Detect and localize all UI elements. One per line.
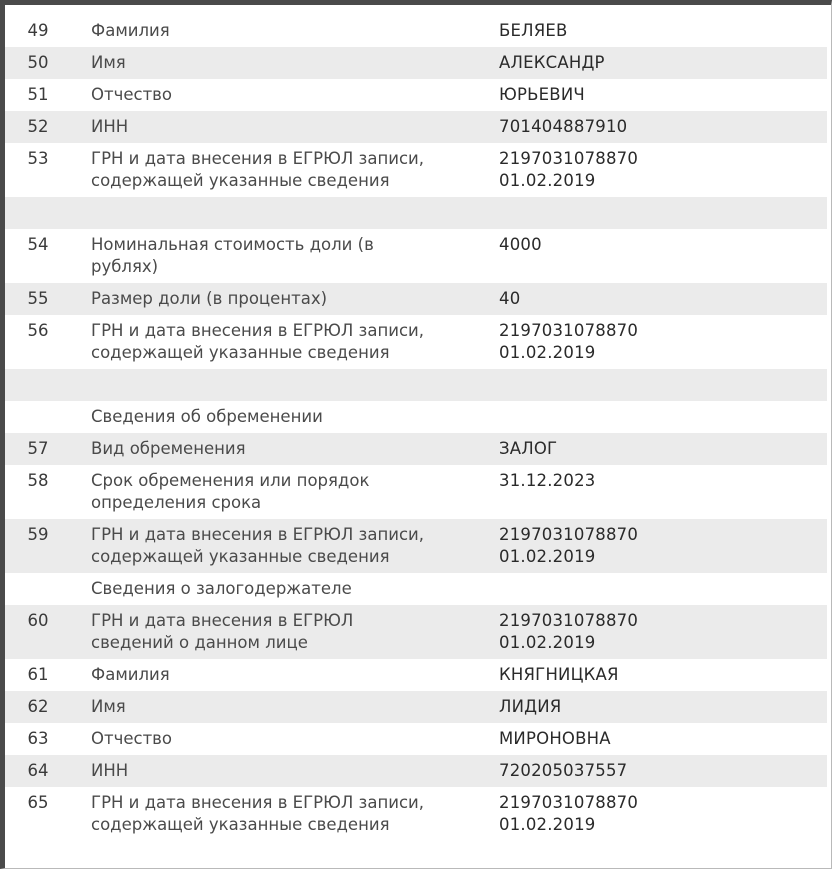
- row-number: 64: [27, 761, 49, 780]
- row-label: Фамилия: [91, 21, 170, 40]
- row-value: 2197031078870 01.02.2019: [499, 321, 639, 362]
- row-label: ИНН: [91, 761, 129, 780]
- spacer-row: [5, 197, 827, 229]
- row-number: 61: [27, 665, 49, 684]
- row-number: 53: [27, 149, 49, 168]
- table-row: [5, 111, 827, 143]
- row-number: 50: [27, 53, 49, 72]
- row-label: ГРН и дата внесения в ЕГРЮЛ записи, содержащей указанные сведения: [91, 525, 424, 566]
- row-value: 701404887910: [499, 117, 628, 136]
- row-label: Отчество: [91, 729, 173, 748]
- table-row: [5, 787, 827, 841]
- row-value: 720205037557: [499, 761, 628, 780]
- row-value: 31.12.2023: [499, 471, 596, 490]
- table-row: [5, 433, 827, 465]
- row-label: Номинальная стоимость доли (в рублях): [91, 235, 374, 276]
- row-label: ГРН и дата внесения в ЕГРЮЛ записи, содержащей указанные сведения: [91, 321, 424, 362]
- table-row: [5, 143, 827, 197]
- table-row: [5, 79, 827, 111]
- table-row: [5, 283, 827, 315]
- row-number: 62: [27, 697, 49, 716]
- row-value: 2197031078870 01.02.2019: [499, 611, 639, 652]
- row-number: 59: [27, 525, 49, 544]
- row-number: 63: [27, 729, 49, 748]
- row-value: 2197031078870 01.02.2019: [499, 793, 639, 834]
- table-row: [5, 723, 827, 755]
- table-row: [5, 519, 827, 573]
- row-label: Имя: [91, 697, 126, 716]
- row-label: Имя: [91, 53, 126, 72]
- row-number: 52: [27, 117, 49, 136]
- table-row: [5, 755, 827, 787]
- table-row: [5, 47, 827, 79]
- table-row: [5, 15, 827, 47]
- section-header-row: [5, 401, 827, 433]
- row-number: 57: [27, 439, 49, 458]
- row-label: Фамилия: [91, 665, 170, 684]
- row-value: 2197031078870 01.02.2019: [499, 525, 639, 566]
- registry-table: [5, 15, 827, 841]
- row-number: 56: [27, 321, 49, 340]
- row-number: 55: [27, 289, 49, 308]
- row-value: КНЯГНИЦКАЯ: [499, 665, 619, 684]
- section-header-row: [5, 573, 827, 605]
- row-value: ЮРЬЕВИЧ: [499, 85, 585, 104]
- row-value: БЕЛЯЕВ: [499, 21, 568, 40]
- table-row: [5, 691, 827, 723]
- row-label: ИНН: [91, 117, 129, 136]
- row-label: Размер доли (в процентах): [91, 289, 328, 308]
- table-row: [5, 605, 827, 659]
- row-value: АЛЕКСАНДР: [499, 53, 605, 72]
- row-number: 65: [27, 793, 49, 812]
- row-value: 40: [499, 289, 521, 308]
- section-title: Сведения об обременении: [91, 407, 323, 426]
- row-label: ГРН и дата внесения в ЕГРЮЛ сведений о данном лице: [91, 611, 354, 652]
- spacer-row: [5, 369, 827, 401]
- table-row: [5, 229, 827, 283]
- row-number: 58: [27, 471, 49, 490]
- row-value: МИРОНОВНА: [499, 729, 611, 748]
- row-value: 4000: [499, 235, 542, 254]
- row-label: Отчество: [91, 85, 173, 104]
- row-number: 49: [27, 21, 49, 40]
- row-value: ЗАЛОГ: [499, 439, 558, 458]
- table-row: [5, 465, 827, 519]
- table-row: [5, 659, 827, 691]
- section-title: Сведения о залогодержателе: [91, 579, 352, 598]
- table-row: [5, 315, 827, 369]
- row-label: Вид обременения: [91, 439, 246, 458]
- row-number: 51: [27, 85, 49, 104]
- row-number: 54: [27, 235, 49, 254]
- row-value: ЛИДИЯ: [499, 697, 562, 716]
- row-label: Срок обременения или порядок определения срока: [91, 471, 370, 512]
- row-value: 2197031078870 01.02.2019: [499, 149, 639, 190]
- row-label: ГРН и дата внесения в ЕГРЮЛ записи, содержащей указанные сведения: [91, 793, 424, 834]
- row-number: 60: [27, 611, 49, 630]
- row-label: ГРН и дата внесения в ЕГРЮЛ записи, содержащей указанные сведения: [91, 149, 424, 190]
